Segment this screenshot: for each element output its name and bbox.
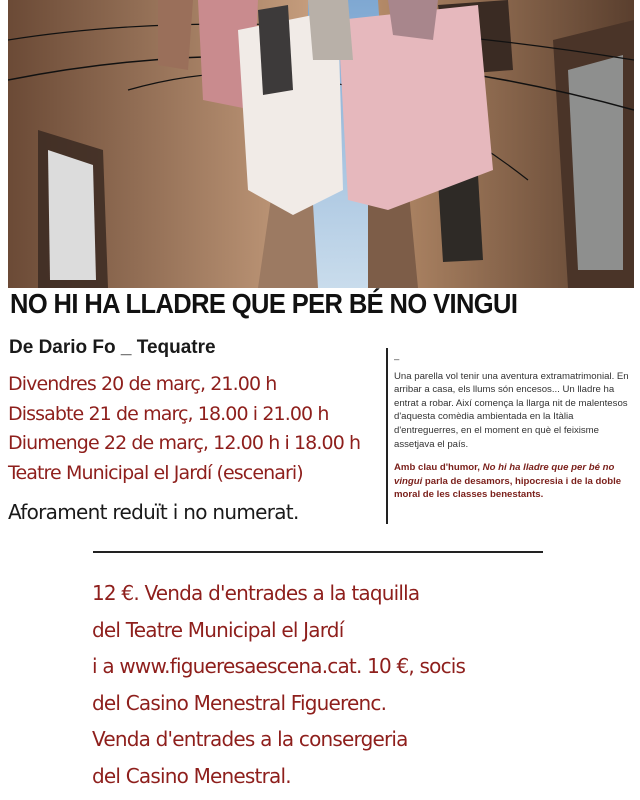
synopsis-column [394, 353, 632, 502]
ticket-line: Venda d'entrades a la consergeria [92, 727, 408, 751]
venue: Teatre Municipal el Jardí (escenari) [8, 461, 303, 484]
ticket-info [92, 575, 465, 794]
alley-illustration [8, 0, 634, 288]
author-company: De Dario Fo _ Tequatre [9, 337, 216, 358]
humor-prefix: Amb clau d'humor, [394, 462, 483, 474]
street-laundry-photo [8, 0, 634, 288]
synopsis-humor [394, 461, 632, 502]
ticket-line: del Teatre Municipal el Jardí [92, 617, 344, 642]
humor-suffix: parla de desamors, hipocresia i de la doble moral de les classes benestants. [394, 475, 622, 501]
vertical-divider [386, 348, 388, 524]
event-title: NO HI HA LLADRE QUE PER BÉ NO VINGUI [10, 289, 518, 320]
synopsis-dash: – [394, 354, 400, 365]
synopsis-text: Una parella vol tenir una aventura extramatrimonial. En arribar a casa, els llums són encesos... Un lladre ha entrat a robar. Així comença la llarga nit de malentesos d'aquesta comèdia ambientada en la Itàlia d'entreguerres, en el moment en què el feixisme assetjava el país. [394, 370, 629, 450]
schedule-item: Dissabte 21 de març, 18.00 i 21.00 h [8, 402, 329, 425]
humor-title: No hi ha lladre que per bé no vingui [394, 462, 615, 487]
schedule-item: Diumenge 22 de març, 12.00 h i 18.00 h [8, 432, 361, 454]
ticket-line: 12 €. Venda d'entrades a la taquilla [92, 581, 420, 605]
ticket-line: del Casino Menestral. [92, 763, 291, 788]
ticket-line: i a www.figueresaescena.cat. 10 €, socis [92, 654, 466, 678]
schedule-list [8, 370, 360, 488]
ticket-line: del Casino Menestral Figuerenc. [92, 690, 387, 715]
horizontal-divider [93, 551, 543, 553]
schedule-item: Divendres 20 de març, 21.00 h [8, 373, 277, 395]
capacity-note: Aforament reduït i no numerat. [8, 500, 299, 524]
